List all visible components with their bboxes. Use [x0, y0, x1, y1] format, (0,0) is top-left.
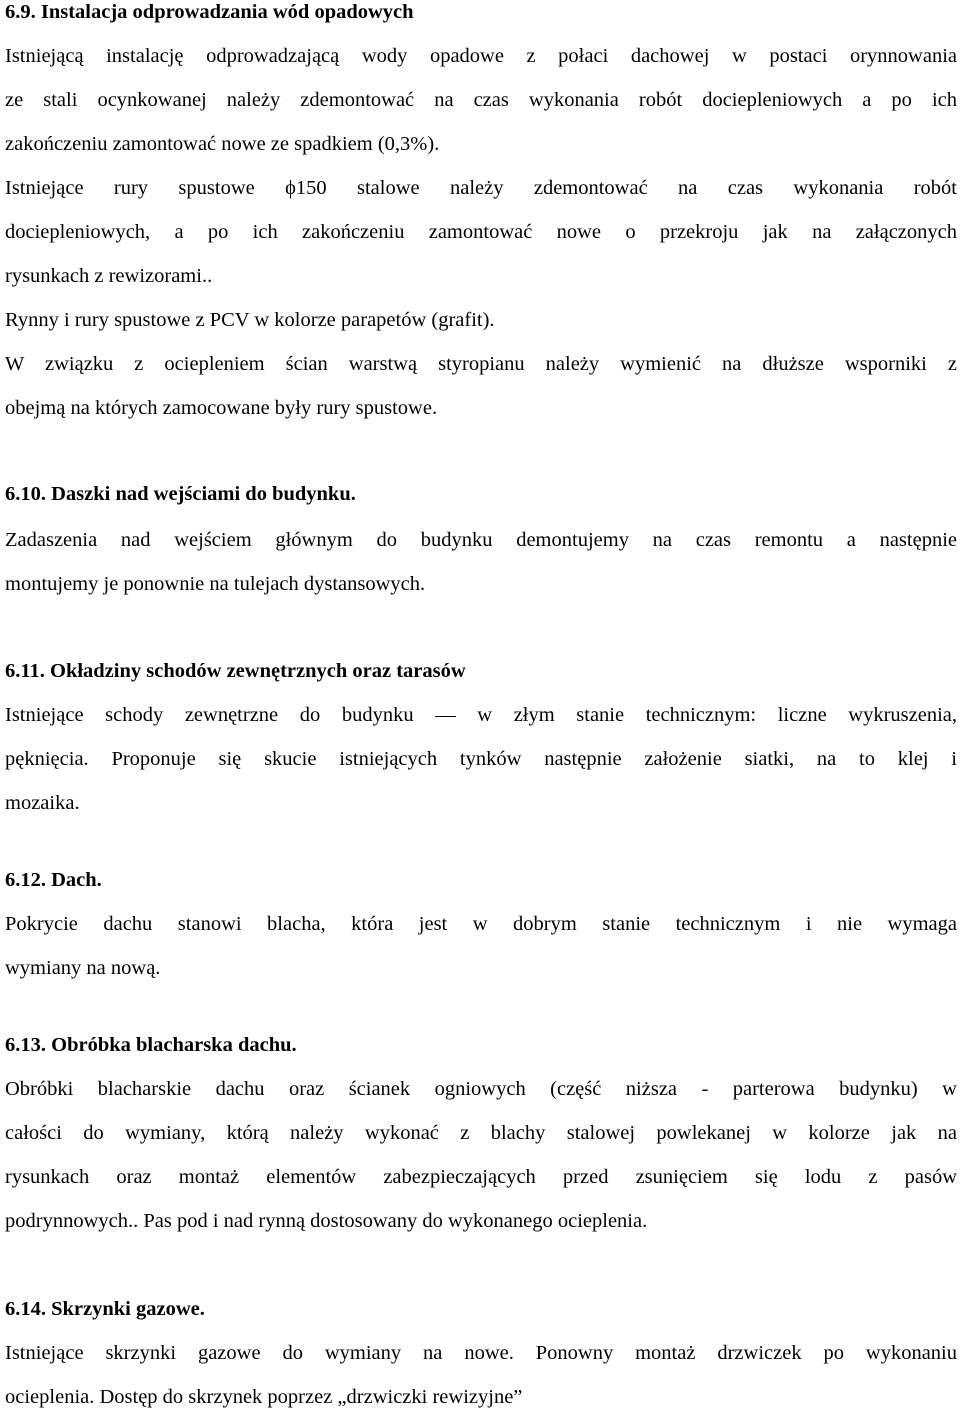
paragraph-line: Istniejącą instalację odprowadzającą wody opadowe z połaci dachowej w postaci orynnowania [5, 45, 957, 67]
section-heading-6-11: 6.11. Okładziny schodów zewnętrznych oraz tarasów [5, 660, 466, 682]
paragraph-line: obejmą na których zamocowane były rury spustowe. [5, 397, 438, 419]
paragraph-line: rysunkach oraz montaż elementów zabezpieczających przed zsunięciem się lodu z pasów [5, 1166, 957, 1188]
section-heading-6-12: 6.12. Dach. [5, 869, 102, 891]
paragraph-line: montujemy je ponownie na tulejach dystansowych. [5, 573, 426, 595]
paragraph-line: wymiany na nową. [5, 957, 161, 979]
paragraph-line: Zadaszenia nad wejściem głównym do budynku demontujemy na czas remontu a następnie [5, 529, 957, 551]
paragraph-line: Obróbki blacharskie dachu oraz ścianek ogniowych (część niższa - parterowa budynku) w [5, 1078, 957, 1100]
paragraph-line: W związku z ociepleniem ścian warstwą styropianu należy wymienić na dłuższe wsporniki z [5, 353, 957, 375]
paragraph-line: Istniejące schody zewnętrzne do budynku — w złym stanie technicznym: liczne wykruszenia, [5, 704, 957, 726]
paragraph-line: ze stali ocynkowanej należy zdemontować na czas wykonania robót dociepleniowych a po ich [5, 89, 957, 111]
paragraph-line: Pokrycie dachu stanowi blacha, która jest w dobrym stanie technicznym i nie wymaga [5, 913, 957, 935]
paragraph-line: rysunkach z rewizorami.. [5, 265, 213, 287]
section-heading-6-9: 6.9. Instalacja odprowadzania wód opadowych [5, 1, 414, 23]
paragraph-line: Istniejące rury spustowe ϕ150 stalowe należy zdemontować na czas wykonania robót [5, 177, 957, 199]
paragraph-line: mozaika. [5, 792, 80, 814]
paragraph-line: podrynnowych.. Pas pod i nad rynną dostosowany do wykonanego ocieplenia. [5, 1210, 648, 1232]
paragraph-line: całości do wymiany, którą należy wykonać z blachy stalowej powlekanej w kolorze jak na [5, 1122, 957, 1144]
section-heading-6-14: 6.14. Skrzynki gazowe. [5, 1298, 205, 1320]
paragraph-line: zakończeniu zamontować nowe ze spadkiem (0,3%). [5, 133, 440, 155]
section-heading-6-13: 6.13. Obróbka blacharska dachu. [5, 1034, 297, 1056]
paragraph-line: Istniejące skrzynki gazowe do wymiany na nowe. Ponowny montaż drzwiczek po wykonaniu [5, 1342, 957, 1364]
paragraph-line: pęknięcia. Proponuje się skucie istniejących tynków następnie założenie siatki, na to klej i [5, 748, 957, 770]
paragraph-line: dociepleniowych, a po ich zakończeniu zamontować nowe o przekroju jak na załączonych [5, 221, 957, 243]
paragraph-line: ocieplenia. Dostęp do skrzynek poprzez „drzwiczki rewizyjne” [5, 1386, 523, 1408]
section-heading-6-10: 6.10. Daszki nad wejściami do budynku. [5, 483, 356, 505]
paragraph-line: Rynny i rury spustowe z PCV w kolorze parapetów (grafit). [5, 309, 495, 331]
